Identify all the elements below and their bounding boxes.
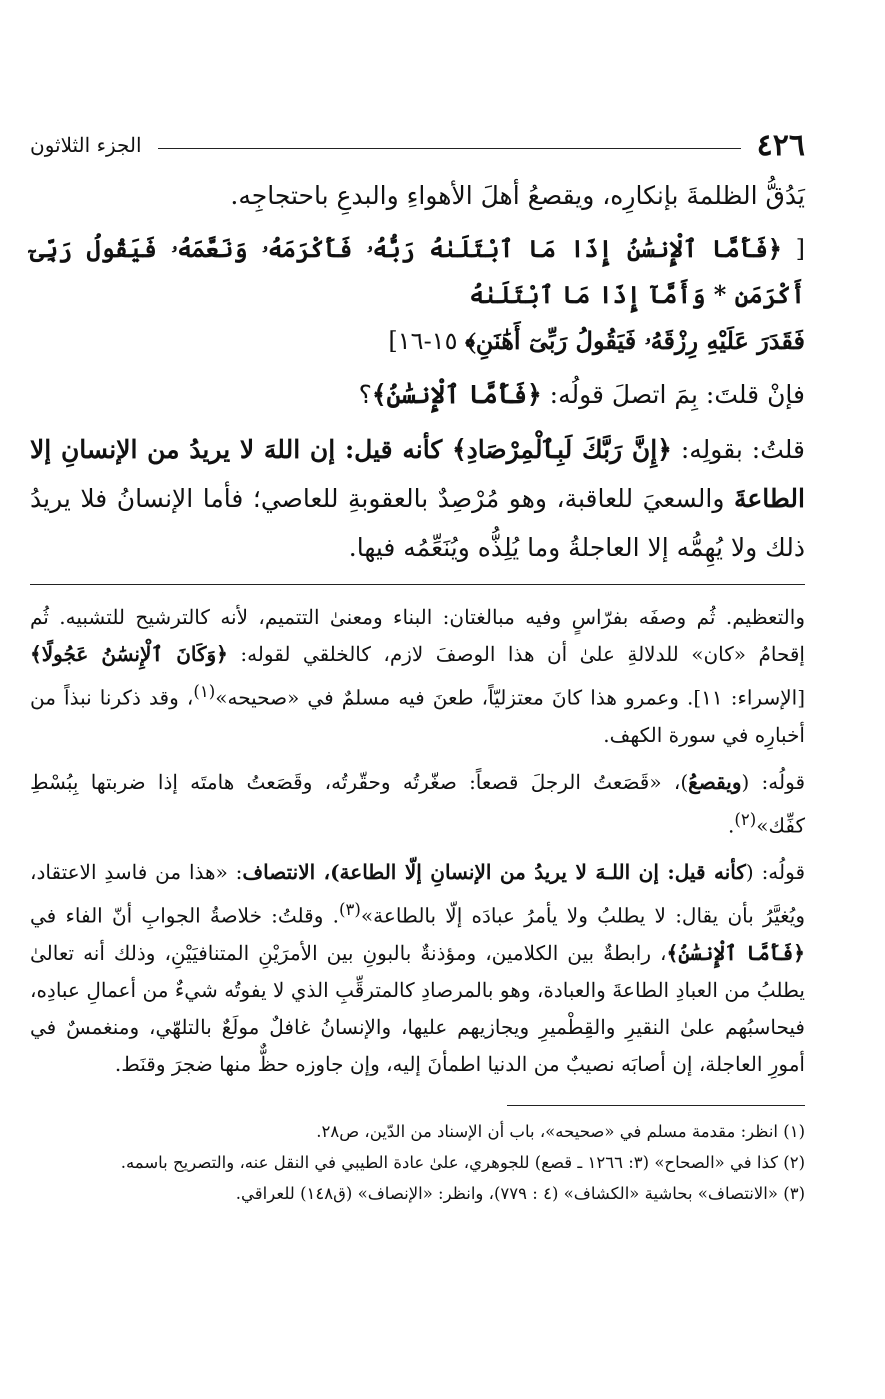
main-paragraph-1: يَدُقُّ الظلمةَ بإنكارِه، ويقصعُ أهلَ الأهواءِ والبدعِ باحتجاجِه. bbox=[230, 181, 805, 210]
p3-bold: كأنه قيل: إن اللهَ لا يريدُ من الإنسانِ إلا الطاعةَ bbox=[30, 435, 805, 513]
ayah-block bbox=[30, 226, 805, 364]
c2-c: . bbox=[727, 813, 735, 838]
page-number: ٤٢٦ bbox=[756, 127, 805, 163]
p3-quran: ﴿إِنَّ رَبَّكَ لَبِٱلْمِرْصَادِ﴾ bbox=[451, 435, 672, 464]
footnotes bbox=[30, 1116, 805, 1209]
page-header bbox=[30, 125, 805, 165]
ayah-line-1 bbox=[30, 226, 805, 318]
c3-b: : «هذا من فاسدِ الاعتقاد، ويُغيَّرُ بأن يقال: لا يطلبُ ولا يأمرُ عبادَه إلّا بالطاعة» bbox=[30, 860, 805, 928]
ayah-reference: ١٥-١٦] bbox=[388, 327, 458, 355]
c1-a: والتعظيم. ثُم وصفَه بفرّاسٍ وفيه مبالغتان: البناء ومعنىٰ التتميم، لأنه كالترشيح للتشبيه. ثُم إقحامُ «كان» للدلالةِ علىٰ أن هذا الوصفَ لازم، كالخلقي لقوله: bbox=[30, 605, 805, 666]
ayah-text-1: ﴿فَأَمَّا ٱلْإِنسَٰنُ إِذَا مَا ٱبْتَلَىٰهُ رَبُّهُۥ فَأَكْرَمَهُۥ وَنَعَّمَهُۥ فَيَقُولُ رَبِّىٓ أَكْرَمَنِ * وَأَمَّآ إِذَا مَا ٱبْتَلَىٰهُ bbox=[30, 234, 805, 309]
c1-c: ، وقد ذكرنا نبذاً من أخبارِه في سورة الكهف. bbox=[30, 685, 805, 747]
section-divider bbox=[30, 584, 805, 585]
c1-quran: ﴿وَكَانَ ٱلْإِنسَٰنُ عَجُولًا﴾ bbox=[30, 642, 228, 666]
commentary-paragraph-1 bbox=[30, 599, 805, 754]
c2-a: قولُه: ( bbox=[741, 769, 805, 794]
p2-pre: فإنْ قلتَ: بِمَ اتصلَ قولُه: bbox=[541, 380, 805, 409]
footnote-1: (١) انظر: مقدمة مسلم في «صحيحه»، باب أن الإسناد من الدّين، ص٢٨. bbox=[316, 1121, 805, 1141]
p2-post: ؟ bbox=[358, 380, 372, 409]
commentary-paragraph-2 bbox=[30, 764, 805, 845]
footnote-2: (٢) كذا في «الصحاح» (٣: ١٢٦٦ ـ قصع) للجوهري، علىٰ عادة الطيبي في النقل عنه، والتصريح باسمه. bbox=[120, 1152, 805, 1172]
p2-quran: ﴿فَأَمَّا ٱلْإِنسَٰنُ﴾ bbox=[371, 380, 542, 409]
footnote-ref-1[interactable]: (١) bbox=[193, 682, 216, 701]
footnote-ref-2[interactable]: (٢) bbox=[734, 809, 757, 829]
c3-bold: كأنه قيل: إن اللـهَ لا يريدُ من الإنسانِ إلّا الطاعة)، الانتصاف bbox=[242, 860, 746, 885]
c2-b: )، «قَصَعتُ الرجلَ قصعاً: صغّرتُه وحقّرتُه، وقَصَعتُ هامتَه إذا ضربتها بِبُسْطِ كفِّك» bbox=[30, 769, 805, 838]
c3-quran: ﴿فَأَمَّا ٱلْإِنسَٰنُ﴾ bbox=[666, 940, 805, 965]
footnote-ref-3[interactable]: (٣) bbox=[338, 900, 361, 920]
c3-d: ، رابطةٌ بين الكلامين، ومؤذنةٌ بالبونِ بين الأمرَيْنِ المتنافيَيْنِ، وذلك أنه تعالىٰ يطلبُ من العبادِ الطاعةَ والعبادة، وهو بالمرصادِ كالمترقِّبِ الذي لا يفوتُه شيءٌ من أعمالِ عبادِه، فيحاسبُهم علىٰ النقيرِ والقِطْميرِ ويجازيهم عليها، والإنسانُ غافلٌ مولَعٌ بالتلهّي، ومنغمسٌ في أمورِ العاجلة، إن أصابَه نصيبٌ من الدنيا اطمأنَ إليه، وإن جاوزه حظٌّ منها ضجرَ وقنَط. bbox=[30, 940, 805, 1076]
commentary-paragraph-3 bbox=[30, 854, 805, 1083]
p3-rest: والسعيَ للعاقبة، وهو مُرْصِدٌ بالعقوبةِ للعاصي؛ فأما الإنسانُ فلا يريدُ ذلك ولا يُهِمُّه إلا العاجلةُ وما يُلِذُّه ويُنَعِّمُه فيها. bbox=[30, 484, 805, 562]
c1-b: [الإسراء: ١١]. وعمرو هذا كانَ معتزليّاً، طعنَ فيه مسلمٌ في «صحيحه» bbox=[215, 685, 805, 710]
ayah-bracket-open: [ bbox=[795, 235, 805, 263]
c3-a: قولُه: ( bbox=[745, 860, 806, 885]
ayah-line-2 bbox=[30, 318, 805, 364]
main-paragraph-2 bbox=[30, 370, 805, 419]
commentary bbox=[30, 599, 805, 1083]
c2-bold: ويقصعُ bbox=[688, 769, 742, 794]
running-title: الجزء الثلاثون bbox=[30, 133, 142, 157]
c3-c: . وقلتُ: خلاصةُ الجوابِ أنّ الفاء في bbox=[30, 903, 339, 928]
main-paragraph-3 bbox=[30, 425, 805, 572]
ayah-text-2: فَقَدَرَ عَلَيْهِ رِزْقَهُۥ فَيَقُولُ رَبِّىٓ أَهَٰنَنِ﴾ bbox=[465, 326, 805, 355]
main-text bbox=[30, 171, 805, 572]
header-rule bbox=[158, 148, 741, 149]
footnote-divider bbox=[507, 1105, 805, 1106]
book-page bbox=[30, 125, 805, 1209]
footnote-3: (٣) «الانتصاف» بحاشية «الكشاف» (٤ : ٧٧٩)، وانظر: «الإنصاف» (ق١٤٨) للعراقي. bbox=[235, 1183, 805, 1203]
p3-pre: قلتُ: بقولِه: bbox=[671, 435, 805, 464]
